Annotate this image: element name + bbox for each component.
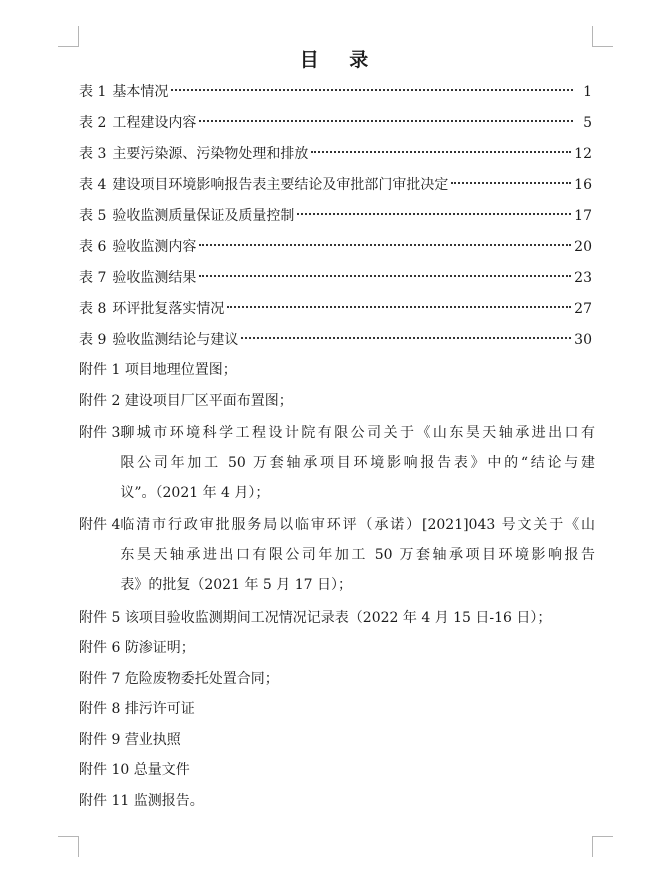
toc-entry-table-8[interactable] [79, 297, 592, 328]
toc-entry-table-4[interactable] [79, 173, 592, 204]
toc-entry-label: 表 1 [79, 84, 107, 100]
attachment-label: 附件 8 [79, 701, 121, 717]
toc-dot-leader [297, 213, 571, 215]
toc-dot-leader [171, 89, 573, 91]
table-of-contents [79, 80, 592, 359]
attachment-label: 附件 10 [79, 762, 130, 778]
attachment-text: 排污许可证 [124, 701, 195, 717]
toc-entry-table-6[interactable] [79, 235, 592, 266]
attachment-text-line: 聊城市环境科学工程设计院有限公司关于《山东昊天轴承进出口有 [120, 425, 595, 441]
toc-entry-table-2[interactable] [79, 111, 592, 142]
toc-dot-leader [199, 244, 571, 246]
attachment-6 [79, 633, 595, 663]
toc-entry-table-5[interactable] [79, 204, 592, 235]
toc-dot-leader [199, 275, 571, 277]
attachment-text-line: 议”。（2021 年 4 月）； [120, 485, 270, 501]
toc-page-number: 12 [574, 146, 592, 162]
toc-page-number: 1 [583, 84, 592, 100]
toc-entry-table-3[interactable] [79, 142, 592, 173]
toc-entry-label: 表 2 [79, 115, 107, 131]
attachment-label: 附件 5 [79, 610, 121, 626]
toc-entry-text: 基本情况 [112, 84, 169, 100]
attachment-text: 危险废物委托处置合同； [124, 671, 279, 687]
attachment-label: 附件 11 [79, 793, 130, 809]
toc-page-number: 30 [574, 332, 592, 348]
attachment-text: 总量文件 [133, 762, 190, 778]
attachment-8 [79, 694, 595, 724]
attachment-3 [79, 418, 595, 508]
attachment-text-line: 表》的批复（2021 年 5 月 17 日）； [120, 577, 352, 593]
toc-entry-table-7[interactable] [79, 266, 592, 297]
crop-mark-bottom-right [592, 836, 613, 857]
attachment-10 [79, 755, 595, 785]
attachment-label: 附件 4 [79, 517, 121, 533]
crop-mark-top-right [592, 26, 613, 47]
attachment-text: 监测报告。 [133, 793, 204, 809]
toc-dot-leader [451, 182, 571, 184]
toc-entry-table-1[interactable] [79, 80, 592, 111]
toc-page-number: 17 [574, 208, 592, 224]
toc-entry-text: 主要污染源、污染物处理和排放 [112, 146, 309, 162]
toc-entry-text: 验收监测结论与建议 [112, 332, 239, 348]
attachment-label: 附件 2 [79, 393, 121, 409]
attachment-text-line: 东昊天轴承进出口有限公司年加工 50 万套轴承项目环境影响报告 [120, 547, 595, 563]
attachment-4 [79, 510, 595, 600]
toc-entry-label: 表 4 [79, 177, 107, 193]
attachment-2 [79, 386, 595, 416]
toc-page-number: 27 [574, 301, 592, 317]
attachment-text: 营业执照 [124, 732, 181, 748]
attachment-text-line: 临清市行政审批服务局以临审环评（承诺）[2021]043 号文关于《山 [120, 517, 595, 533]
attachment-11 [79, 786, 595, 816]
toc-entry-label: 表 6 [79, 239, 107, 255]
attachment-1 [79, 355, 595, 385]
toc-page-number: 16 [574, 177, 592, 193]
toc-dot-leader [199, 120, 573, 122]
attachment-text: 建设项目厂区平面布置图； [124, 393, 293, 409]
toc-entry-label: 表 3 [79, 146, 107, 162]
toc-entry-text: 建设项目环境影响报告表主要结论及审批部门审批决定 [112, 177, 449, 193]
toc-page-number: 20 [574, 239, 592, 255]
toc-dot-leader [227, 306, 571, 308]
attachment-7 [79, 664, 595, 694]
toc-dot-leader [311, 151, 571, 153]
toc-entry-text: 工程建设内容 [112, 115, 197, 131]
attachment-5 [79, 603, 595, 633]
attachment-text: 防渗证明； [124, 640, 195, 656]
crop-mark-top-left [58, 26, 79, 47]
toc-entry-label: 表 7 [79, 270, 107, 286]
toc-entry-label: 表 9 [79, 332, 107, 348]
toc-entry-text: 验收监测质量保证及质量控制 [112, 208, 295, 224]
attachment-text: 该项目验收监测期间工况情况记录表（2022 年 4 月 15 日-16 日）； [124, 610, 552, 626]
toc-page-number: 5 [583, 115, 592, 131]
attachment-label: 附件 3 [79, 425, 121, 441]
page-title: 目 录 [299, 49, 381, 71]
attachment-label: 附件 9 [79, 732, 121, 748]
toc-entry-label: 表 8 [79, 301, 107, 317]
attachment-text: 项目地理位置图； [124, 362, 237, 378]
toc-entry-label: 表 5 [79, 208, 107, 224]
toc-dot-leader [241, 337, 571, 339]
crop-mark-bottom-left [58, 836, 79, 857]
toc-entry-text: 验收监测结果 [112, 270, 197, 286]
attachment-text-line: 限公司年加工 50 万套轴承项目环境影响报告表》中的“结论与建 [120, 455, 595, 471]
attachment-label: 附件 6 [79, 640, 121, 656]
attachment-label: 附件 1 [79, 362, 121, 378]
toc-entry-text: 环评批复落实情况 [112, 301, 225, 317]
attachment-9 [79, 725, 595, 755]
toc-entry-text: 验收监测内容 [112, 239, 197, 255]
attachment-label: 附件 7 [79, 671, 121, 687]
toc-page-number: 23 [574, 270, 592, 286]
